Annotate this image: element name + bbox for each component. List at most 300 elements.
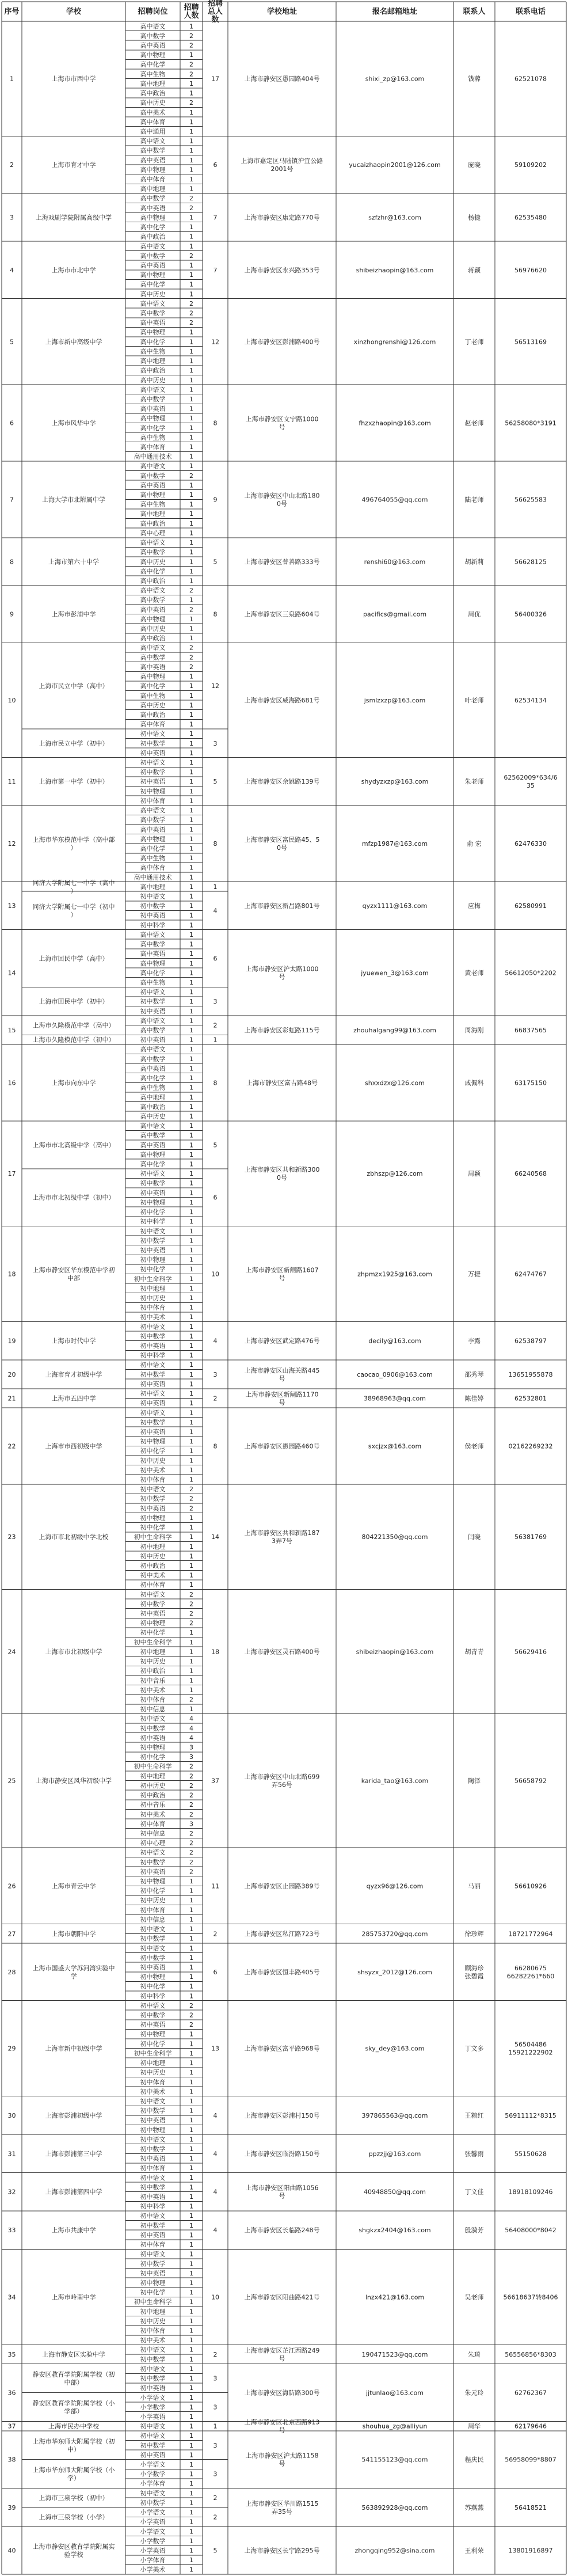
school-phone: 62476330: [514, 840, 547, 848]
job-title: 高中物理: [140, 214, 166, 222]
job-count: 1: [189, 108, 193, 116]
job-title: 初中物理: [140, 1438, 166, 1446]
job-count: 1: [189, 1065, 193, 1073]
job-title: 高中英语: [140, 663, 166, 671]
job-title: 初中物理: [140, 787, 166, 795]
row-number: 24: [7, 1648, 16, 1656]
header-cell: 学校: [66, 7, 82, 16]
job-title: 初中数学: [140, 739, 166, 747]
job-title: 小学语文: [140, 2393, 166, 2402]
job-count: 1: [189, 835, 193, 843]
school-total: 4: [213, 2111, 218, 2119]
job-count: 2: [189, 606, 193, 614]
job-count: 1: [189, 271, 193, 279]
job-count: 1: [189, 1552, 193, 1560]
school-address: 上海市静安区沪太路1000 号: [245, 965, 319, 981]
job-count: 1: [189, 2117, 193, 2125]
job-count: 1: [189, 873, 193, 882]
job-title: 高中化学: [140, 1160, 166, 1168]
job-count: 1: [189, 1170, 193, 1178]
job-count: 1: [189, 2393, 193, 2402]
school-address: 上海市静安区共和新路187 3弄7号: [244, 1529, 320, 1545]
school-email: 38968963@qq.com: [364, 1395, 426, 1403]
job-title: 初中英语: [140, 2155, 166, 2163]
school-name: 上海市彭浦第三中学: [45, 2150, 102, 2158]
job-title: 初中数学: [140, 902, 166, 910]
job-count: 1: [189, 2336, 193, 2345]
school-name: 上海市育才中学: [51, 161, 96, 169]
school-contact: 俞 宏: [467, 840, 482, 848]
job-title: 初中英语: [140, 1504, 166, 1513]
job-title: 初中物理: [140, 2126, 166, 2134]
job-count: 1: [189, 2078, 193, 2086]
school-address: 上海市静安区恒丰路405号: [244, 1968, 320, 1976]
job-title: 初中体育: [140, 1304, 166, 1312]
school-total: 17: [211, 75, 219, 83]
job-title: 初中语文: [140, 2250, 166, 2258]
job-title: 高中物理: [140, 835, 166, 843]
job-count: 1: [189, 405, 193, 413]
job-title: 初中英语: [140, 1036, 166, 1044]
job-count: 1: [189, 1017, 193, 1025]
job-title: 初中心理: [140, 1839, 166, 1847]
row-number: 28: [7, 1968, 16, 1976]
job-title: 初中英语: [140, 1380, 166, 1388]
job-count: 1: [189, 1390, 193, 1398]
job-count: 1: [189, 1007, 193, 1015]
school-address: 上海市静安区中山北路699 弄56号: [244, 1773, 320, 1789]
job-title: 高中英语: [140, 156, 166, 164]
job-count: 1: [189, 1131, 193, 1139]
job-title: 高中心理: [140, 529, 166, 537]
sub-school-total: 12: [211, 682, 219, 690]
school-email: yucaizhaopin2001@126.com: [349, 161, 441, 169]
sub-school-name: 同济大学附属七一中学（高中）: [32, 879, 115, 895]
job-count: 1: [189, 883, 193, 891]
job-title: 初中物理: [140, 1878, 166, 1885]
job-count: 1: [189, 1878, 193, 1885]
job-title: 高中物理: [140, 1150, 166, 1158]
job-title: 初中英语: [140, 1189, 166, 1197]
job-count: 1: [189, 424, 193, 432]
job-title: 高中语文: [140, 242, 166, 250]
school-email: 541155123@qq.com: [361, 2456, 428, 2464]
school-total: 7: [213, 266, 218, 274]
job-count: 2: [189, 99, 193, 107]
job-count: 1: [189, 166, 193, 174]
school-contact: 杨捷: [468, 214, 481, 222]
job-title: 高中数学: [140, 548, 166, 556]
school-address: 上海市静安区北京西路913 号: [244, 2418, 320, 2434]
school-phone: 56418521: [514, 2503, 547, 2512]
school-email: shxxdzx@126.com: [365, 1079, 425, 1087]
job-title: 初中生命科学: [134, 2298, 172, 2306]
job-title: 高中体育: [140, 864, 166, 872]
sub-school-name: 上海市久隆模范中学（高中）: [32, 1021, 115, 1029]
school-total: 2: [213, 1930, 218, 1938]
job-title: 初中数学: [140, 1954, 166, 1962]
job-title: 高中数学: [140, 596, 166, 604]
job-count: 1: [189, 1237, 193, 1245]
job-title: 初中数学: [140, 2145, 166, 2153]
job-count: 2: [189, 319, 193, 327]
job-title: 初中政治: [140, 1667, 166, 1675]
job-title: 初中数学: [140, 1179, 166, 1187]
job-count: 1: [189, 338, 193, 346]
job-count: 1: [189, 2107, 193, 2115]
job-title: 高中生物: [140, 1084, 166, 1092]
job-title: 初中数学: [140, 2374, 166, 2383]
job-title: 高中数学: [140, 1055, 166, 1063]
school-phone: 18721772964: [508, 1930, 553, 1938]
school-total: 10: [211, 2293, 219, 2301]
job-count: 1: [189, 2470, 193, 2478]
job-count: 1: [189, 1973, 193, 1981]
job-title: 高中历史: [140, 290, 166, 298]
job-title: 初中语文: [140, 2365, 166, 2373]
school-total: 13: [211, 2045, 219, 2053]
job-count: 1: [189, 2432, 193, 2440]
job-title: 初中体育: [140, 797, 166, 805]
job-count: 1: [189, 1150, 193, 1158]
job-count: 1: [189, 749, 193, 757]
job-count: 2: [189, 60, 193, 69]
job-count: 2: [189, 195, 193, 203]
job-count: 1: [189, 1514, 193, 1522]
job-title: 初中化学: [140, 1523, 166, 1532]
job-count: 1: [189, 2241, 193, 2249]
job-count: 2: [189, 252, 193, 260]
job-title: 初中语文: [140, 2346, 166, 2354]
job-title: 初中英语: [140, 1610, 166, 1617]
school-email: jyuewen_3@163.com: [361, 969, 429, 977]
job-title: 初中科学: [140, 1218, 166, 1226]
job-title: 初中数学: [140, 1935, 166, 1943]
school-email: shibeizhaopin@163.com: [356, 266, 434, 274]
school-address: 上海市静安区康定路770号: [244, 214, 320, 222]
job-count: 1: [189, 1399, 193, 1407]
school-email: renshi60@163.com: [364, 558, 426, 566]
sub-school-total: 3: [213, 739, 218, 747]
school-total: 10: [211, 1270, 219, 1278]
job-count: 1: [189, 854, 193, 863]
job-title: 初中化学: [140, 2040, 166, 2048]
job-count: 1: [189, 2547, 193, 2555]
job-count: 2: [189, 587, 193, 595]
school-contact: 朱琦: [468, 2351, 481, 2358]
job-title: 初中体育: [140, 1476, 166, 1484]
job-title: 小学体育: [140, 2556, 166, 2564]
job-title: 高中物理: [140, 959, 166, 967]
school-address: 上海市静安区武定路476号: [244, 1337, 320, 1345]
job-title: 高中数学: [140, 940, 166, 948]
header-cell: 报名邮箱地址: [372, 7, 418, 16]
job-title: 高中政治: [140, 711, 166, 719]
school-phone: 62580991: [514, 902, 547, 910]
job-count: 1: [189, 1982, 193, 1990]
job-count: 1: [189, 1542, 193, 1551]
job-title: 初中数学: [140, 1600, 166, 1608]
school-address: 上海市静安区止园路389号: [244, 1882, 320, 1890]
school-total: 8: [213, 840, 218, 848]
job-count: 2: [189, 1485, 193, 1494]
job-count: 1: [189, 1304, 193, 1312]
school-name: 上海市新中高级中学: [45, 338, 102, 346]
row-number: 37: [7, 2422, 16, 2430]
job-count: 2: [189, 1762, 193, 1770]
school-name: 上海市第六十中学: [48, 558, 99, 566]
job-title: 初中语文: [140, 759, 166, 766]
job-title: 初中历史: [140, 1552, 166, 1560]
job-count: 1: [189, 1189, 193, 1197]
job-title: 初中数学: [140, 1370, 166, 1378]
job-count: 1: [189, 434, 193, 442]
job-title: 高中化学: [140, 682, 166, 690]
school-contact: 周颖: [468, 1170, 481, 1178]
job-count: 1: [189, 1027, 193, 1034]
job-title: 高中语文: [140, 1046, 166, 1054]
row-number: 16: [7, 1079, 16, 1087]
school-name: 上海市静安区教育学院附属实验学校: [32, 2543, 115, 2559]
job-count: 2: [189, 204, 193, 212]
job-count: 1: [189, 1036, 193, 1044]
job-title: 高中物理: [140, 415, 166, 423]
job-count: 2: [189, 32, 193, 40]
job-title: 高中化学: [140, 1074, 166, 1082]
row-number: 4: [10, 266, 14, 274]
school-email: szfzhr@163.com: [368, 214, 421, 222]
school-total: 4: [213, 2227, 218, 2235]
school-email: zhouhalgang99@163.com: [353, 1027, 436, 1034]
school-total: 14: [211, 1533, 219, 1541]
job-title: 小学英语: [140, 2518, 166, 2526]
header-cell: 招聘总人数: [207, 0, 223, 24]
job-count: 2: [189, 1495, 193, 1503]
job-count: 1: [189, 2088, 193, 2096]
job-count: 1: [189, 2422, 193, 2430]
school-contact: 程庆民: [464, 2456, 484, 2464]
job-title: 初中物理: [140, 1743, 166, 1751]
row-number: 38: [7, 2456, 16, 2464]
job-count: 1: [189, 453, 193, 461]
job-count: 2: [189, 1849, 193, 1857]
school-name: 上海大学市北附属中学: [42, 496, 105, 504]
job-count: 1: [189, 911, 193, 920]
job-count: 2: [189, 41, 193, 50]
job-count: 1: [189, 1247, 193, 1254]
job-title: 初中美术: [140, 1571, 166, 1579]
school-address: 上海市静安区海防路300号: [244, 2389, 320, 2397]
job-count: 1: [189, 1906, 193, 1914]
job-count: 2: [189, 2021, 193, 2029]
sub-school-name: 上海市三泉学校（小学）: [39, 2513, 109, 2521]
job-count: 1: [189, 290, 193, 298]
school-address: 上海市静安区余姚路139号: [244, 778, 320, 786]
job-title: 高中政治: [140, 367, 166, 375]
job-count: 1: [189, 396, 193, 403]
school-contact: 胡青青: [464, 1648, 484, 1656]
job-title: 初中英语: [140, 911, 166, 920]
job-count: 1: [189, 1428, 193, 1436]
school-phone: 55150628: [514, 2150, 547, 2158]
job-title: 高中英语: [140, 319, 166, 327]
job-title: 高中语文: [140, 462, 166, 470]
school-name: 上海市民办中学校: [48, 2422, 99, 2430]
job-title: 初中数学: [140, 1237, 166, 1245]
job-title: 初中语文: [140, 1849, 166, 1857]
job-count: 1: [189, 1256, 193, 1264]
job-count: 1: [189, 128, 193, 135]
job-count: 1: [189, 510, 193, 518]
job-count: 1: [189, 2480, 193, 2488]
school-contact: 丁老师: [464, 338, 484, 346]
job-title: 初中语文: [140, 2432, 166, 2440]
job-title: 初中物理: [140, 1198, 166, 1206]
row-number: 7: [10, 496, 14, 504]
job-title: 初中地理: [140, 1772, 166, 1780]
job-count: 1: [189, 634, 193, 643]
job-count: 1: [189, 1705, 193, 1713]
job-count: 1: [189, 759, 193, 766]
school-total: 4: [213, 1337, 218, 1345]
school-contact: 叶老师: [464, 697, 484, 705]
job-title: 高中语文: [140, 299, 166, 307]
job-title: 高中政治: [140, 89, 166, 97]
school-contact: 赵老师: [464, 419, 484, 427]
job-count: 1: [189, 233, 193, 241]
job-count: 1: [189, 969, 193, 977]
job-title: 初中体育: [140, 1820, 166, 1828]
school-contact: 王粮红: [464, 2111, 484, 2119]
job-count: 1: [189, 2183, 193, 2191]
job-count: 1: [189, 692, 193, 700]
school-contact: 朱老师: [464, 778, 484, 786]
school-name: 上海市共康中学: [51, 2227, 96, 2235]
school-contact: 黄老师: [464, 969, 484, 977]
job-count: 2: [189, 1696, 193, 1704]
job-count: 1: [189, 1581, 193, 1589]
job-title: 高中物理: [140, 166, 166, 174]
row-number: 26: [7, 1882, 16, 1890]
job-count: 1: [189, 1351, 193, 1359]
job-count: 1: [189, 1562, 193, 1570]
school-contact: 周海刚: [464, 1027, 484, 1034]
job-title: 高中美术: [140, 108, 166, 116]
school-phone: 66280675 66282261*660: [506, 1964, 555, 1980]
school-email: 496764055@qq.com: [361, 496, 428, 504]
job-count: 1: [189, 950, 193, 958]
job-count: 1: [189, 548, 193, 556]
job-title: 初中历史: [140, 1457, 166, 1465]
school-total: 2: [213, 2351, 218, 2358]
row-number: 3: [10, 214, 14, 222]
job-title: 初中英语: [140, 2384, 166, 2392]
job-title: 高中语文: [140, 807, 166, 815]
job-count: 2: [189, 1830, 193, 1837]
job-title: 高中历史: [140, 1112, 166, 1120]
job-count: 1: [189, 2528, 193, 2536]
job-count: 1: [189, 1275, 193, 1283]
job-count: 4: [189, 1734, 193, 1742]
school-address: 上海市静安区彩虹路115号: [244, 1027, 320, 1034]
job-count: 1: [189, 2461, 193, 2468]
job-title: 初中地理: [140, 1285, 166, 1293]
job-title: 初中生命科学: [134, 1762, 172, 1770]
job-title: 初中政治: [140, 1791, 166, 1799]
job-title: 高中英语: [140, 606, 166, 614]
school-total: 6: [213, 161, 218, 169]
job-count: 1: [189, 2145, 193, 2153]
school-contact: 王利荣: [464, 2547, 484, 2555]
school-total: 37: [211, 1777, 219, 1785]
job-count: 1: [189, 280, 193, 288]
school-phone: 56976620: [514, 266, 547, 274]
job-count: 1: [189, 1285, 193, 1293]
job-title: 高中语文: [140, 1122, 166, 1130]
row-number: 1: [10, 75, 14, 83]
job-count: 2: [189, 309, 193, 317]
job-title: 初中化学: [140, 2289, 166, 2297]
school-total: 4: [213, 2188, 218, 2196]
job-count: 1: [189, 2441, 193, 2449]
job-title: 高中化学: [140, 60, 166, 69]
job-title: 初中数学: [140, 998, 166, 1006]
job-count: 1: [189, 1897, 193, 1905]
job-title: 初中英语: [140, 1428, 166, 1436]
job-count: 1: [189, 930, 193, 939]
job-count: 1: [189, 797, 193, 805]
school-contact: 应梅: [468, 902, 481, 910]
job-count: 1: [189, 826, 193, 834]
school-phone: 56958099*8807: [505, 2456, 556, 2464]
school-total: 9: [213, 496, 218, 504]
job-title: 高中生物: [140, 70, 166, 78]
job-title: 初中化学: [140, 1887, 166, 1895]
job-count: 1: [189, 1179, 193, 1187]
job-title: 高中通用: [140, 128, 166, 135]
school-address: 上海市静安区愚园路460号: [244, 1442, 320, 1450]
school-phone: 18918109246: [508, 2188, 553, 2196]
school-name: 上海市第一中学（初中）: [39, 778, 109, 786]
job-title: 初中英语: [140, 1247, 166, 1254]
job-title: 初中美术: [140, 2336, 166, 2345]
job-title: 初中化学: [140, 1447, 166, 1455]
job-title: 初中语文: [140, 1361, 166, 1369]
job-count: 1: [189, 1935, 193, 1943]
job-title: 初中语文: [140, 2212, 166, 2220]
school-name: 上海市静安区华东模范中学初中部: [32, 1266, 115, 1282]
school-total: 4: [213, 2150, 218, 2158]
sub-school-total: 3: [213, 998, 218, 1006]
sub-school-total: 2: [213, 2494, 218, 2502]
school-address: 上海市静安区普善路333号: [244, 558, 320, 566]
job-count: 1: [189, 1342, 193, 1350]
sub-school-total: 3: [213, 2441, 218, 2449]
school-email: zhpmzx1925@163.com: [357, 1270, 432, 1278]
school-phone: 59109202: [514, 161, 547, 169]
school-email: mfzp1987@163.com: [361, 840, 428, 848]
school-phone: 62562009*634/6 35: [504, 774, 558, 790]
job-title: 初中音乐: [140, 1677, 166, 1685]
job-title: 初中语文: [140, 1925, 166, 1933]
school-address: 上海市静安区永兴路353号: [244, 266, 320, 274]
job-title: 初中美术: [140, 1810, 166, 1818]
school-name: 上海市青云中学: [51, 1882, 96, 1890]
sub-school-total: 3: [213, 2374, 218, 2383]
school-contact: 殷漪芳: [464, 2227, 484, 2235]
job-count: 1: [189, 1046, 193, 1054]
school-contact: 张馨雨: [464, 2150, 484, 2158]
